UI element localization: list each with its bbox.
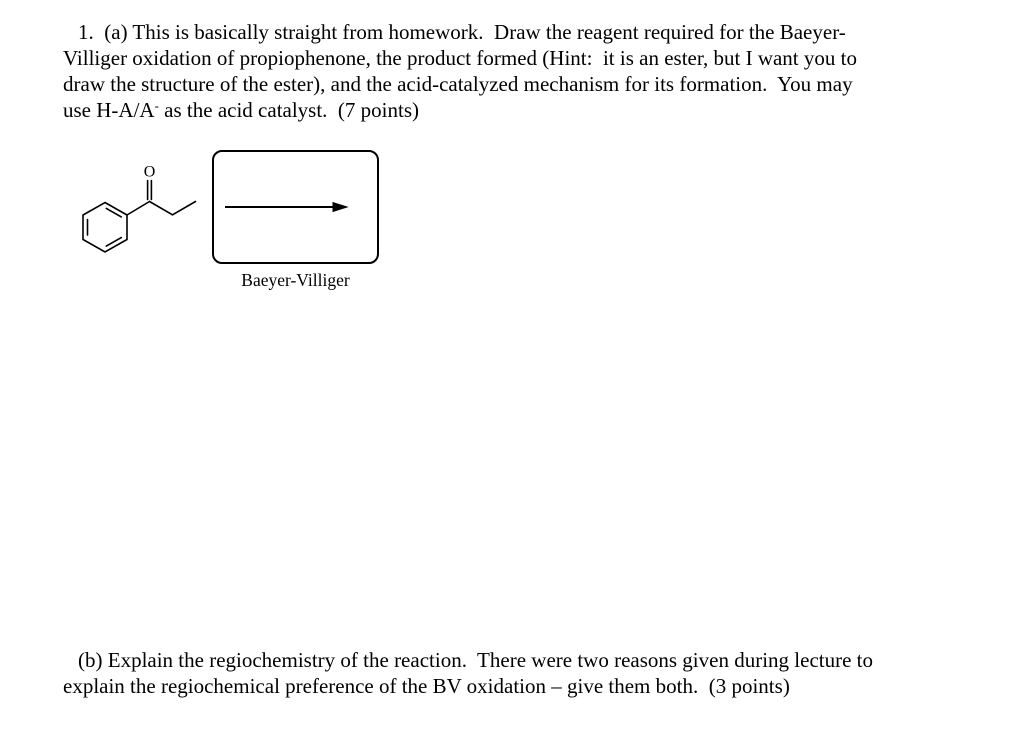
- reaction-arrow-head: [333, 203, 347, 212]
- benzene-ring: [83, 203, 127, 253]
- reaction-arrow: [214, 152, 377, 262]
- reaction-name-label: Baeyer-Villiger: [241, 270, 350, 290]
- reaction-answer-box: [212, 150, 379, 264]
- phenyl-carbonyl-bond: [127, 202, 150, 216]
- ethyl-bond-2: [173, 202, 196, 215]
- oxygen-atom-label: O: [143, 163, 156, 181]
- question-1b-line2: explain the regiochemical preference of the BV oxidation – give them both. (3 points): [63, 674, 790, 698]
- question-1a-text: [63, 19, 857, 123]
- question-1b-text: [63, 647, 873, 699]
- question-1a-line2: Villiger oxidation of propiophenone, the product formed (Hint: it is an ester, but I want you to: [63, 46, 857, 70]
- superscript-minus: -: [154, 98, 159, 113]
- question-1a-line4: [63, 97, 857, 123]
- question-1a-line3: draw the structure of the ester), and the acid-catalyzed mechanism for its formation. You may: [63, 72, 853, 96]
- ethyl-bond-1: [150, 202, 173, 215]
- acid-catalyst-text: use H-A/A: [63, 98, 155, 122]
- points-text: as the acid catalyst. (7 points): [158, 98, 420, 122]
- question-1b-line1: (b) Explain the regiochemistry of the reaction. There were two reasons given during lecture to: [78, 648, 873, 672]
- question-1a-line1: 1. (a) This is basically straight from homework. Draw the reagent required for the Baeyer-: [78, 20, 846, 44]
- propiophenone-structure: [75, 155, 210, 265]
